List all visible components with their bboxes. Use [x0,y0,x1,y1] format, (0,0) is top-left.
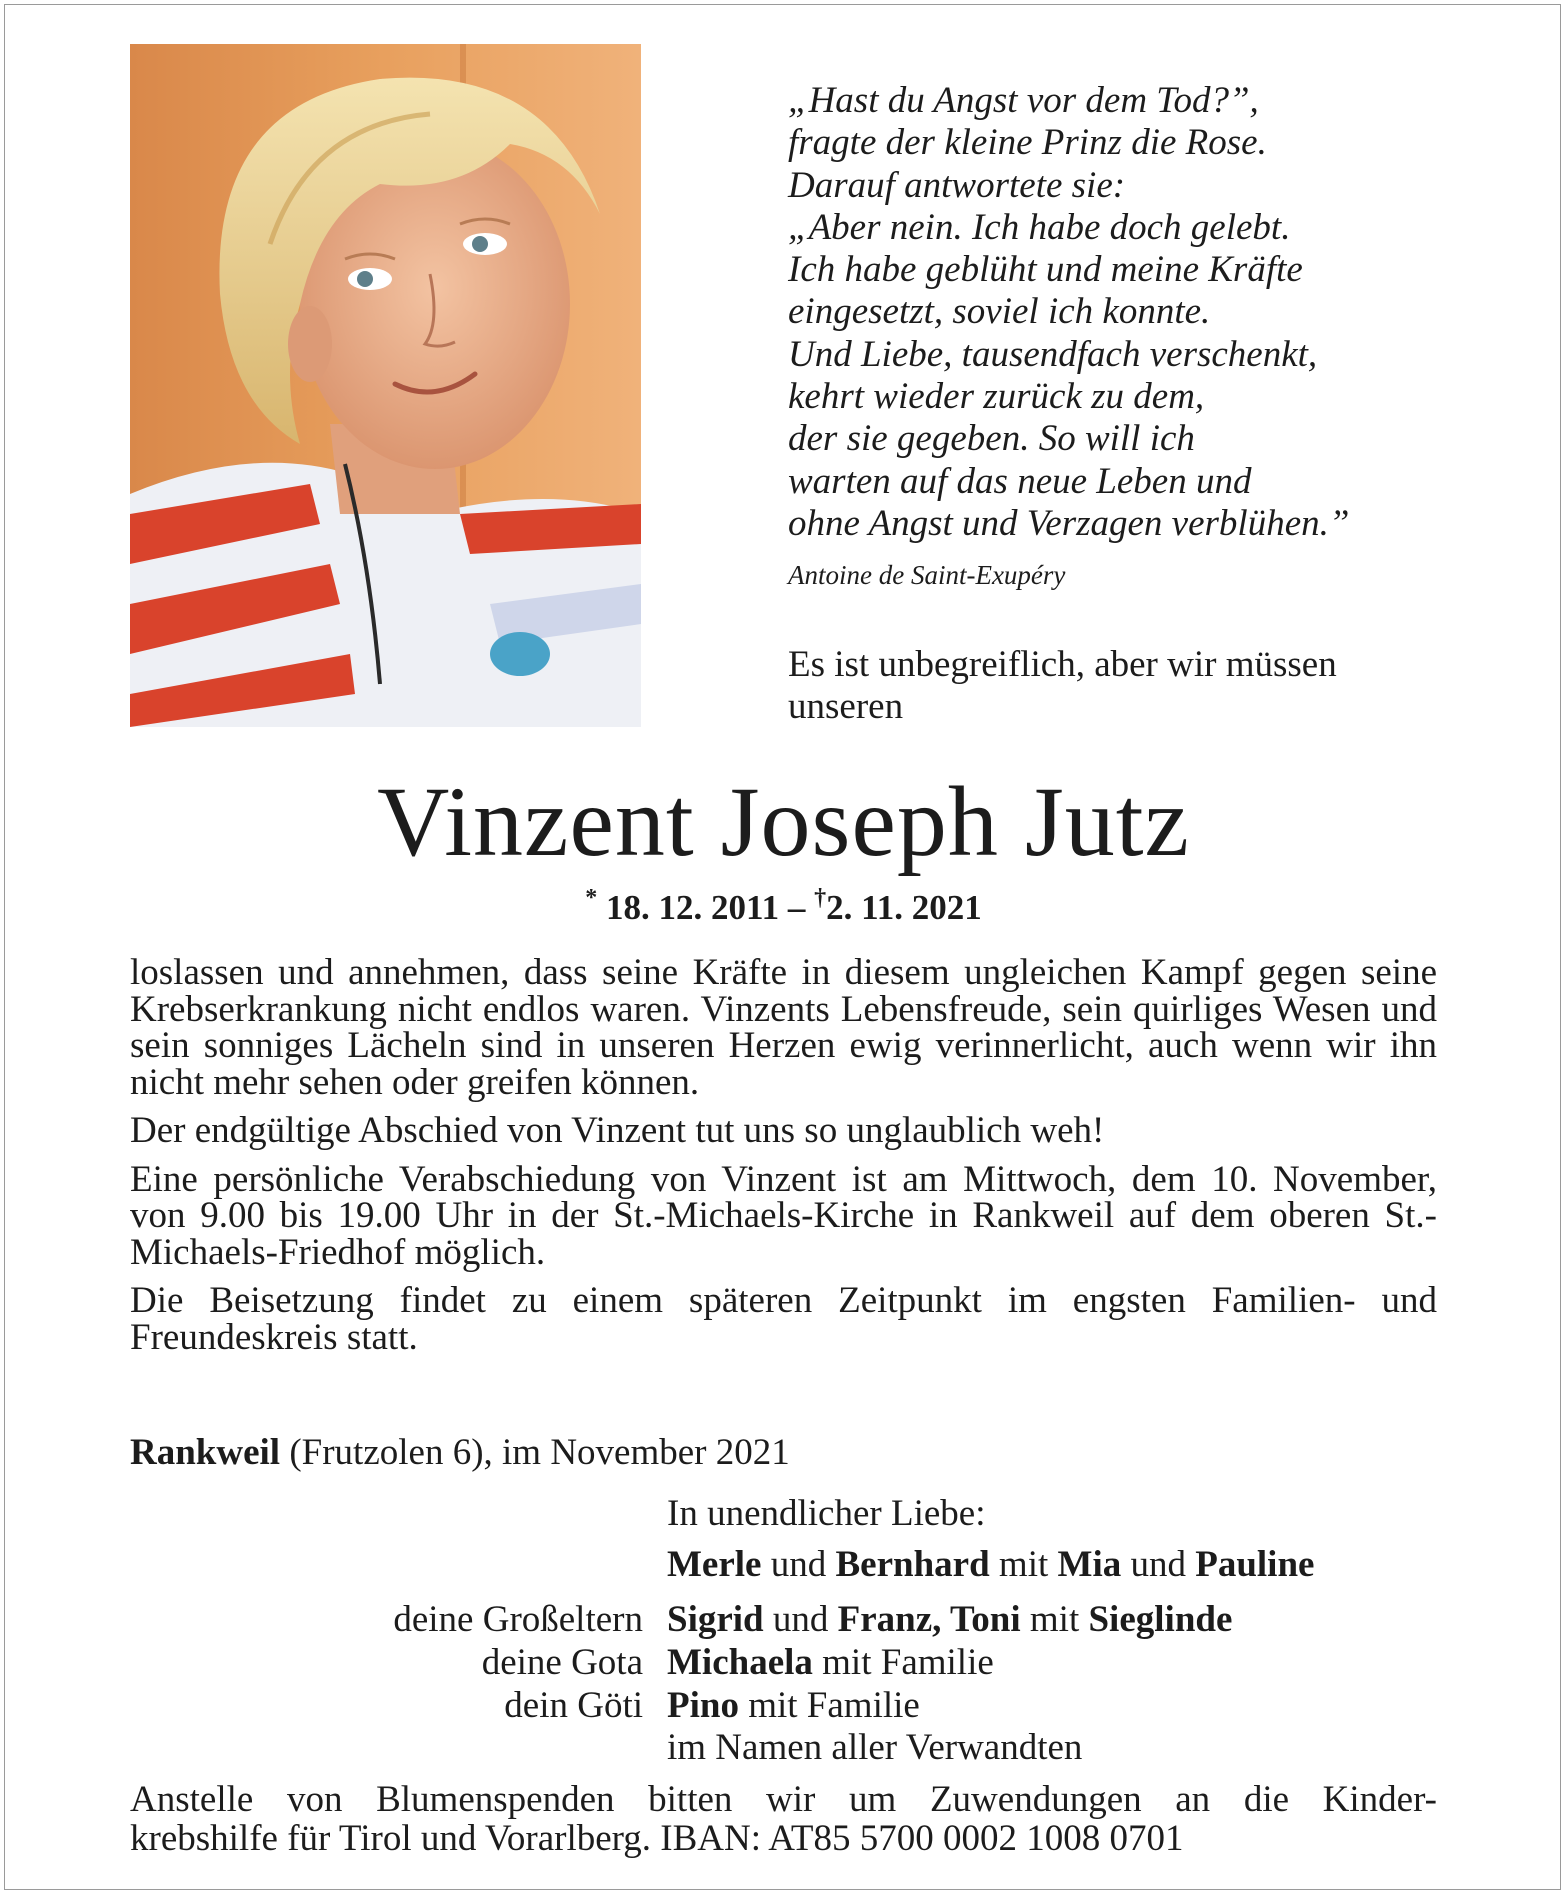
quote-line: eingesetzt, soviel ich konnte. [788,291,1211,333]
body-paragraph: Eine persönliche Verabschiedung von Vinzent ist am Mittwoch, dem 10. November, von 9.00 bis 19.00 Uhr in der St.-Michaels-Kirche in Rankweil auf dem oberen St.-Michaels-Friedhof möglich. [130,1158,1437,1273]
signer-name: Pauline [1195,1544,1315,1585]
portrait-photo [130,44,641,727]
quote-line: „Aber nein. Ich habe doch gelebt. [788,206,1291,248]
signer-name: Merle [667,1544,762,1585]
connector: und [761,1544,836,1585]
quote-text [788,80,1508,545]
quote-line: Und Liebe, tausendfach verschenkt, [788,333,1318,375]
connector: mit Familie [738,1685,920,1726]
donation-line: Anstelle von Blumenspenden bitten wir um Zuwendungen an die Kinder- [130,1779,1437,1820]
relation-label: deine Großeltern [393,1599,643,1640]
body-paragraph: Die Beisetzung findet zu einem späteren Zeitpunkt im engsten Familien- und Freundeskreis statt. [130,1280,1437,1358]
body-paragraph: Der endgültige Abschied von Vinzent tut uns so unglaublich weh! [130,1110,1105,1151]
connector: mit [989,1544,1058,1585]
quote-line: ohne Angst und Verzagen verblühen.” [788,502,1350,544]
life-dates [0,885,1567,928]
signer-name: Michaela [667,1642,813,1683]
signer-name: Sigrid [667,1599,764,1640]
signature-row-parents [0,1543,1567,1587]
quote-line: Darauf antwortete sie: [788,164,1126,206]
relation-label: deine Gota [481,1642,643,1683]
connector: mit [1020,1599,1089,1640]
relation-label: dein Göti [504,1685,643,1726]
obituary-body [130,952,1437,1368]
connector: und [763,1599,838,1640]
place-and-date [130,1431,790,1474]
donation-line: krebshilfe für Tirol und Vorarlberg. IBAN: AT85 5700 0002 1008 0701 [130,1818,1184,1859]
signer-name: Sieglinde [1088,1599,1233,1640]
quote-line: fragte der kleine Prinz die Rose. [788,122,1267,164]
signature-names [667,1684,920,1727]
donation-note [130,1780,1437,1858]
signature-row-relatives [0,1726,1567,1770]
quote-line: warten auf das neue Leben und [788,460,1252,502]
signature-row-grandparents [0,1598,1567,1642]
signature-row-gota [0,1641,1567,1685]
place-town: Rankweil [130,1432,281,1473]
signature-row-goeti [0,1684,1567,1728]
signer-name: Mia [1057,1544,1122,1585]
quote-line: Ich habe geblüht und meine Kräfte [788,249,1303,291]
birth-symbol: * [585,885,598,911]
quote-line: kehrt wieder zurück zu dem, [788,376,1205,418]
quote-line: der sie gegeben. So will ich [788,418,1195,460]
signer-name: Bernhard [835,1544,990,1585]
signature-names [667,1641,994,1684]
death-date: 2. 11. 2021 [826,888,982,927]
signer-name: Franz, Toni [837,1599,1021,1640]
place-rest: (Frutzolen 6), im November 2021 [280,1432,790,1473]
portrait-photo-illustration [130,44,641,727]
relatives-line: im Namen aller Verwandten [667,1727,1083,1768]
birth-date: 18. 12. 2011 [606,888,780,927]
date-separator: – [787,888,806,927]
body-paragraph: loslassen und annehmen, dass seine Kräfte in diesem ungleichen Kampf gegen seine Krebserkrankung nicht endlos waren. Vinzents Lebensfreude, sein quirliges Wesen und sein sonniges Lächeln sind in unseren Herzen ewig verinnerlicht, auch wenn wir ihn nicht mehr sehen oder greifen können. [130,952,1437,1103]
signature-names [667,1543,1314,1586]
connector: mit Familie [812,1642,994,1683]
quote-author: Antoine de Saint-Exupéry [788,560,1066,590]
intro-text: Es ist unbegreiflich, aber wir müssen unseren [788,644,1337,727]
signature-names [667,1598,1232,1641]
signature-intro: In unendlicher Liebe: [667,1493,986,1534]
death-symbol: † [814,885,827,911]
quote-line: „Hast du Angst vor dem Tod?”, [788,80,1259,121]
connector: und [1121,1544,1196,1585]
deceased-name: Vinzent Joseph Jutz [377,766,1190,877]
signer-name: Pino [667,1685,739,1726]
